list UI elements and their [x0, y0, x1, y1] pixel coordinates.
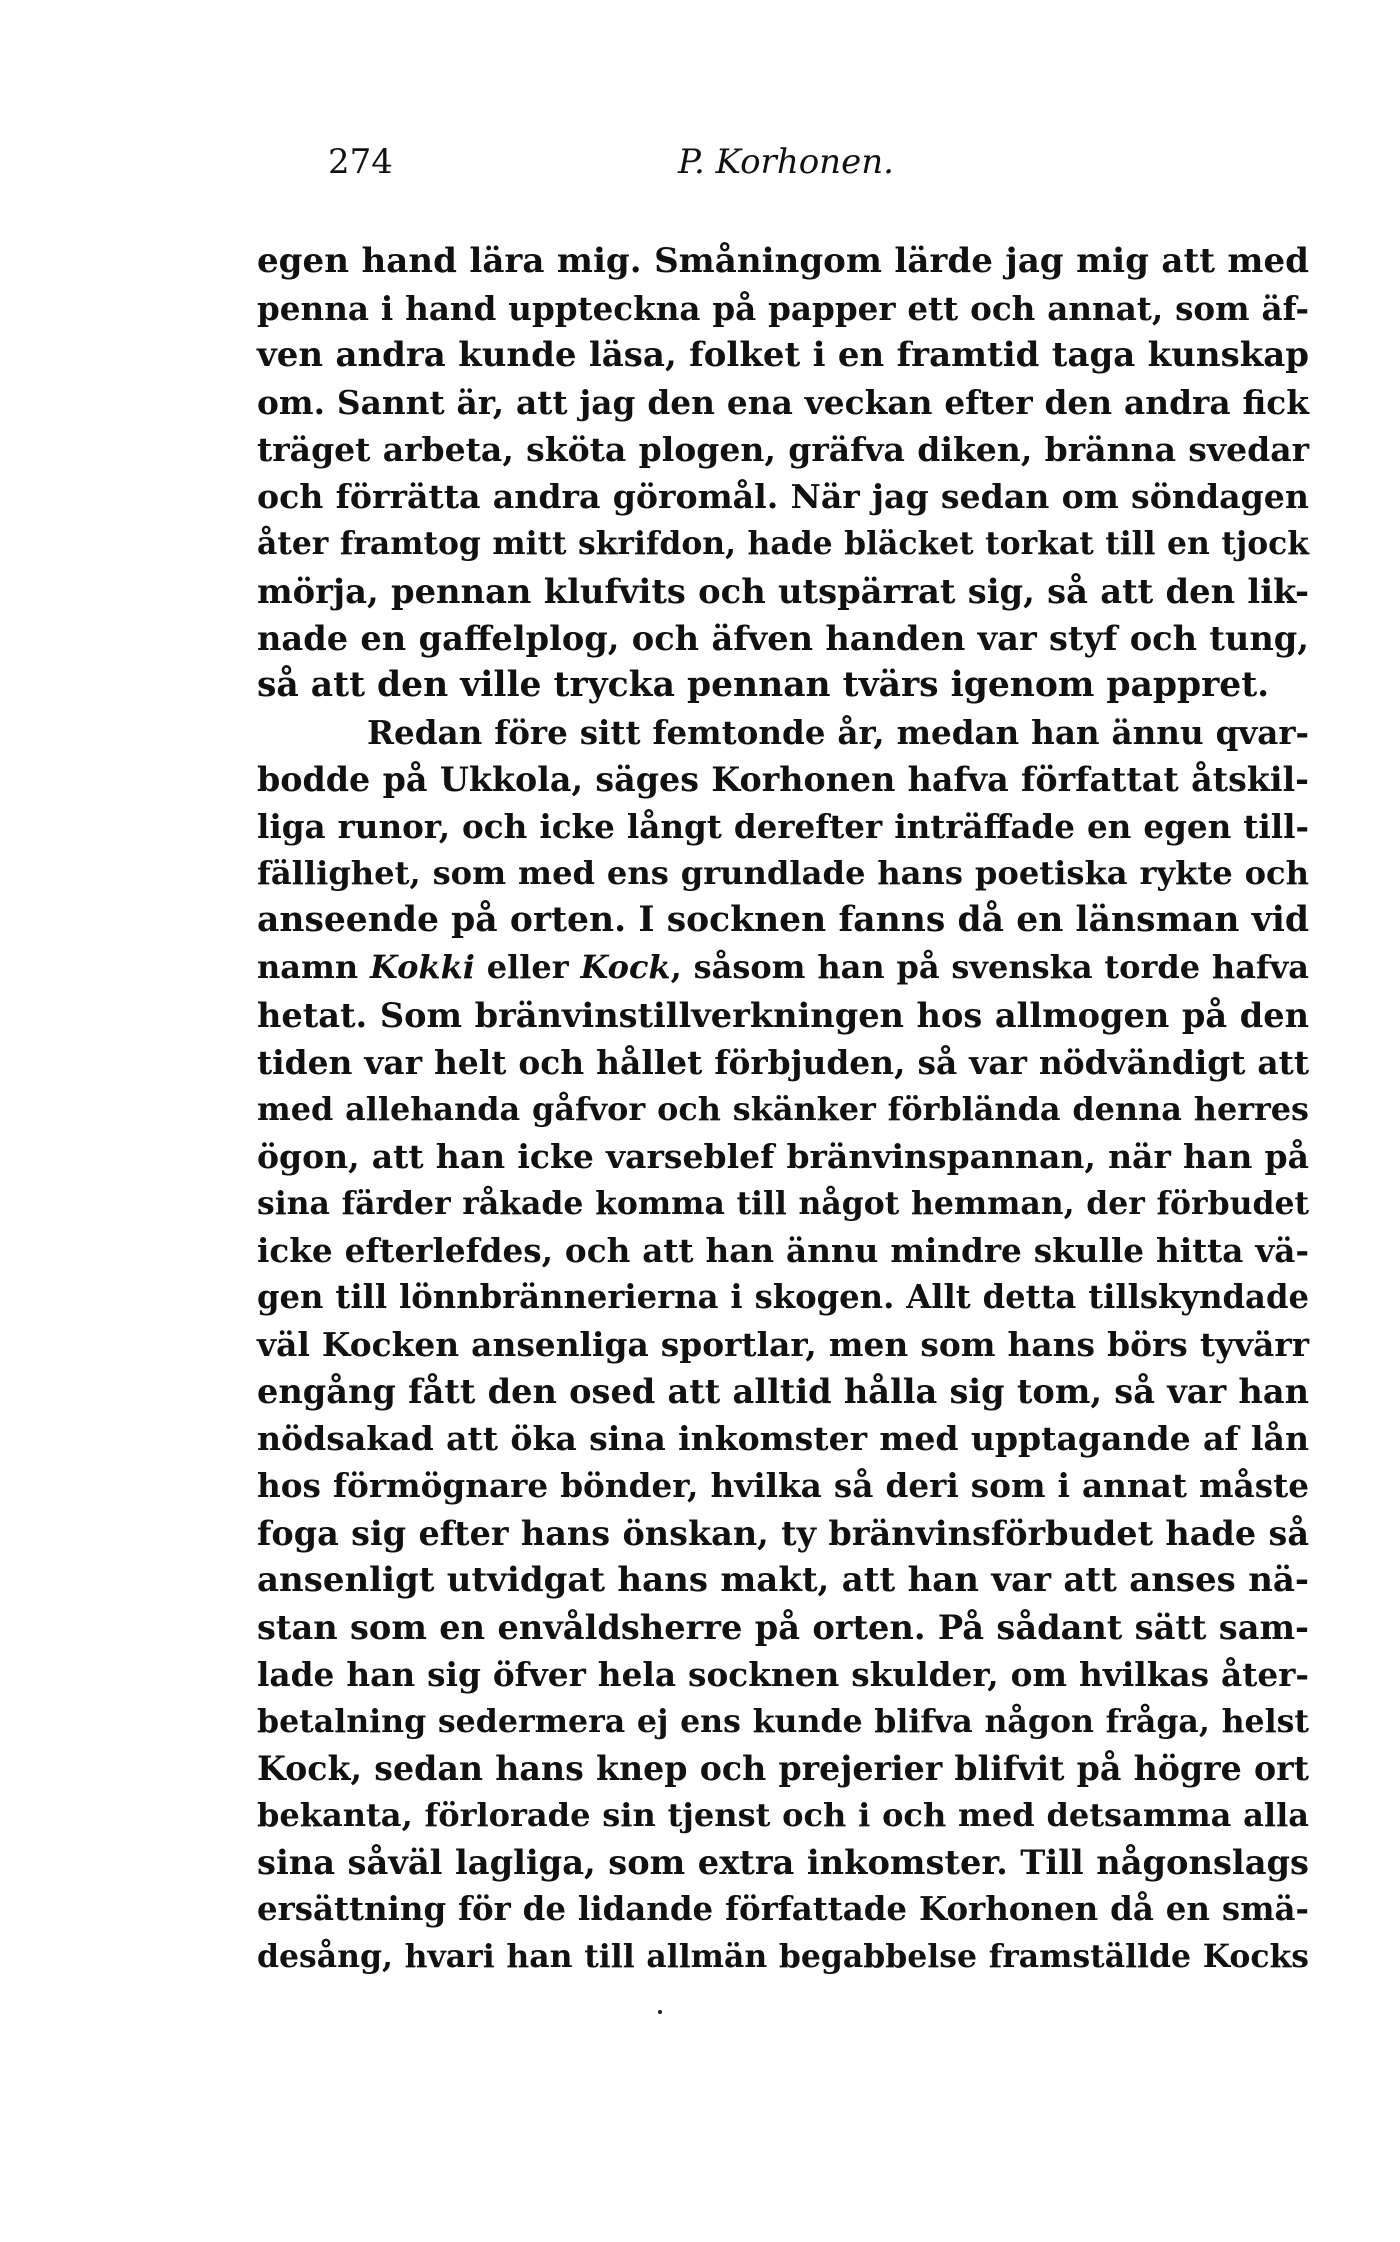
italic-text: Kock	[580, 948, 671, 987]
running-title: P. Korhonen.	[678, 142, 894, 182]
line-text: desång, hvari han till allmän begabbelse framställde Kocks	[257, 1938, 1309, 1976]
line-text: Redan före sitt femtonde år, medan han ännu qvar-	[367, 712, 1309, 752]
line-text: egen hand lära mig. Småningom lärde jag mig att med	[257, 241, 1309, 281]
line-text: och förrätta andra göromål. När jag sedan om söndagen	[257, 477, 1309, 517]
line-text: Kock, sedan hans knep och prejerier blifvit på högre ort	[257, 1749, 1309, 1788]
text-line	[257, 1180, 1309, 1227]
line-text: sina färder råkade komma till något hemman, der förbudet	[257, 1184, 1309, 1222]
line-text: liga runor, och icke långt derefter inträffade en egen till-	[257, 807, 1309, 847]
line-text: eller	[474, 948, 581, 987]
text-line	[257, 992, 1309, 1039]
line-text: foga sig efter hans önskan, ty bränvinsförbudet hade så	[257, 1513, 1309, 1553]
text-line	[257, 1133, 1309, 1180]
body-text	[257, 238, 1309, 1980]
line-text: lade han sig öfver hela socknen skulder, om hvilkas åter-	[257, 1654, 1309, 1694]
line-text: mörja, pennan klufvits och utspärrat sig, så att den lik-	[257, 570, 1309, 611]
text-line	[257, 803, 1309, 850]
line-text: med allehanda gåfvor och skänker förblända denna herres	[257, 1089, 1309, 1128]
line-text: nade en gaffelplog, och äfven handen var styf och tung,	[257, 617, 1309, 658]
text-line	[257, 1839, 1309, 1886]
text-line	[257, 238, 1309, 285]
text-line	[257, 1651, 1309, 1698]
text-line	[257, 850, 1309, 897]
text-line	[257, 944, 1309, 991]
line-text: hos förmögnare bönder, hvilka så deri som i annat måste	[257, 1466, 1309, 1506]
line-text: träget arbeta, sköta plogen, gräfva diken, bränna svedar	[257, 430, 1309, 470]
line-text: sina såväl lagliga, som extra inkomster. Till någonslags	[257, 1842, 1309, 1883]
text-line	[257, 1227, 1309, 1274]
text-line	[257, 332, 1309, 379]
line-text: bodde på Ukkola, säges Korhonen hafva författat åtskil-	[257, 760, 1309, 800]
text-line	[257, 1462, 1309, 1509]
line-text: tiden var helt och hållet förbjuden, så var nödvändigt att	[257, 1042, 1309, 1082]
running-head	[0, 142, 1400, 192]
line-text: om. Sannt är, att jag den ena veckan efter den andra fick	[257, 383, 1309, 423]
line-text: väl Kocken ansenliga sportlar, men som hans börs tyvärr	[257, 1325, 1309, 1365]
text-line	[257, 568, 1309, 615]
line-text: engång fått den osed att alltid hålla sig tom, så var han	[257, 1371, 1309, 1412]
text-line	[257, 1604, 1309, 1651]
line-text: betalning sedermera ej ens kunde blifva någon fråga, helst	[257, 1702, 1309, 1740]
text-line	[257, 1415, 1309, 1462]
text-line	[257, 473, 1309, 520]
text-line	[257, 1510, 1309, 1557]
italic-text: Kokki	[369, 948, 475, 987]
text-line	[257, 1557, 1309, 1604]
line-text: bekanta, förlorade sin tjenst och i och med detsamma alla	[257, 1796, 1309, 1835]
page-number: 274	[328, 142, 393, 182]
line-text: , såsom han på svenska torde hafva	[670, 948, 1310, 987]
text-line	[257, 662, 1309, 709]
line-text: namn	[257, 948, 370, 987]
line-text: stan som en envåldsherre på orten. På sådant sätt sam-	[257, 1606, 1309, 1647]
text-line	[257, 1745, 1309, 1792]
line-text: ögon, att han icke varseblef bränvinspannan, när han på	[257, 1136, 1309, 1176]
print-speck	[658, 2010, 662, 2014]
line-text: anseende på orten. I socknen fanns då en länsman vid	[257, 900, 1309, 941]
text-line	[257, 897, 1309, 944]
paragraph-first-line	[257, 709, 1309, 756]
line-text: ansenligt utvidgat hans makt, att han var att anses nä-	[257, 1559, 1309, 1600]
text-line	[257, 379, 1309, 426]
text-line	[257, 285, 1309, 332]
line-text: fällighet, som med ens grundlade hans poetiska rykte och	[257, 854, 1309, 893]
text-line	[257, 1039, 1309, 1086]
text-line	[257, 615, 1309, 662]
text-line	[257, 1368, 1309, 1415]
line-text: nödsakad att öka sina inkomster med upptagande af lån	[257, 1419, 1309, 1459]
text-line	[257, 1933, 1309, 1980]
line-text: icke efterlefdes, och att han ännu mindre skulle hitta vä-	[257, 1230, 1309, 1270]
text-line	[257, 1698, 1309, 1745]
text-line	[257, 1321, 1309, 1368]
line-text: åter framtog mitt skrifdon, hade bläcket torkat till en tjock	[257, 525, 1309, 562]
text-line	[257, 426, 1309, 473]
line-text: så att den ville trycka pennan tvärs igenom pappret.	[257, 664, 1270, 705]
text-line	[257, 1086, 1309, 1133]
line-text: gen till lönnbrännerierna i skogen. Allt detta tillskyndade	[257, 1278, 1309, 1317]
line-text: ven andra kunde läsa, folket i en framtid taga kunskap	[257, 335, 1309, 376]
text-line	[257, 756, 1309, 803]
text-line	[257, 521, 1309, 568]
text-line	[257, 1792, 1309, 1839]
line-text: ersättning för de lidande författade Korhonen då en smä-	[257, 1890, 1309, 1929]
text-line	[257, 1274, 1309, 1321]
line-text: penna i hand uppteckna på papper ett och annat, som äf-	[257, 289, 1309, 329]
line-text: hetat. Som bränvinstillverkningen hos allmogen på den	[257, 994, 1309, 1035]
text-line	[257, 1886, 1309, 1933]
